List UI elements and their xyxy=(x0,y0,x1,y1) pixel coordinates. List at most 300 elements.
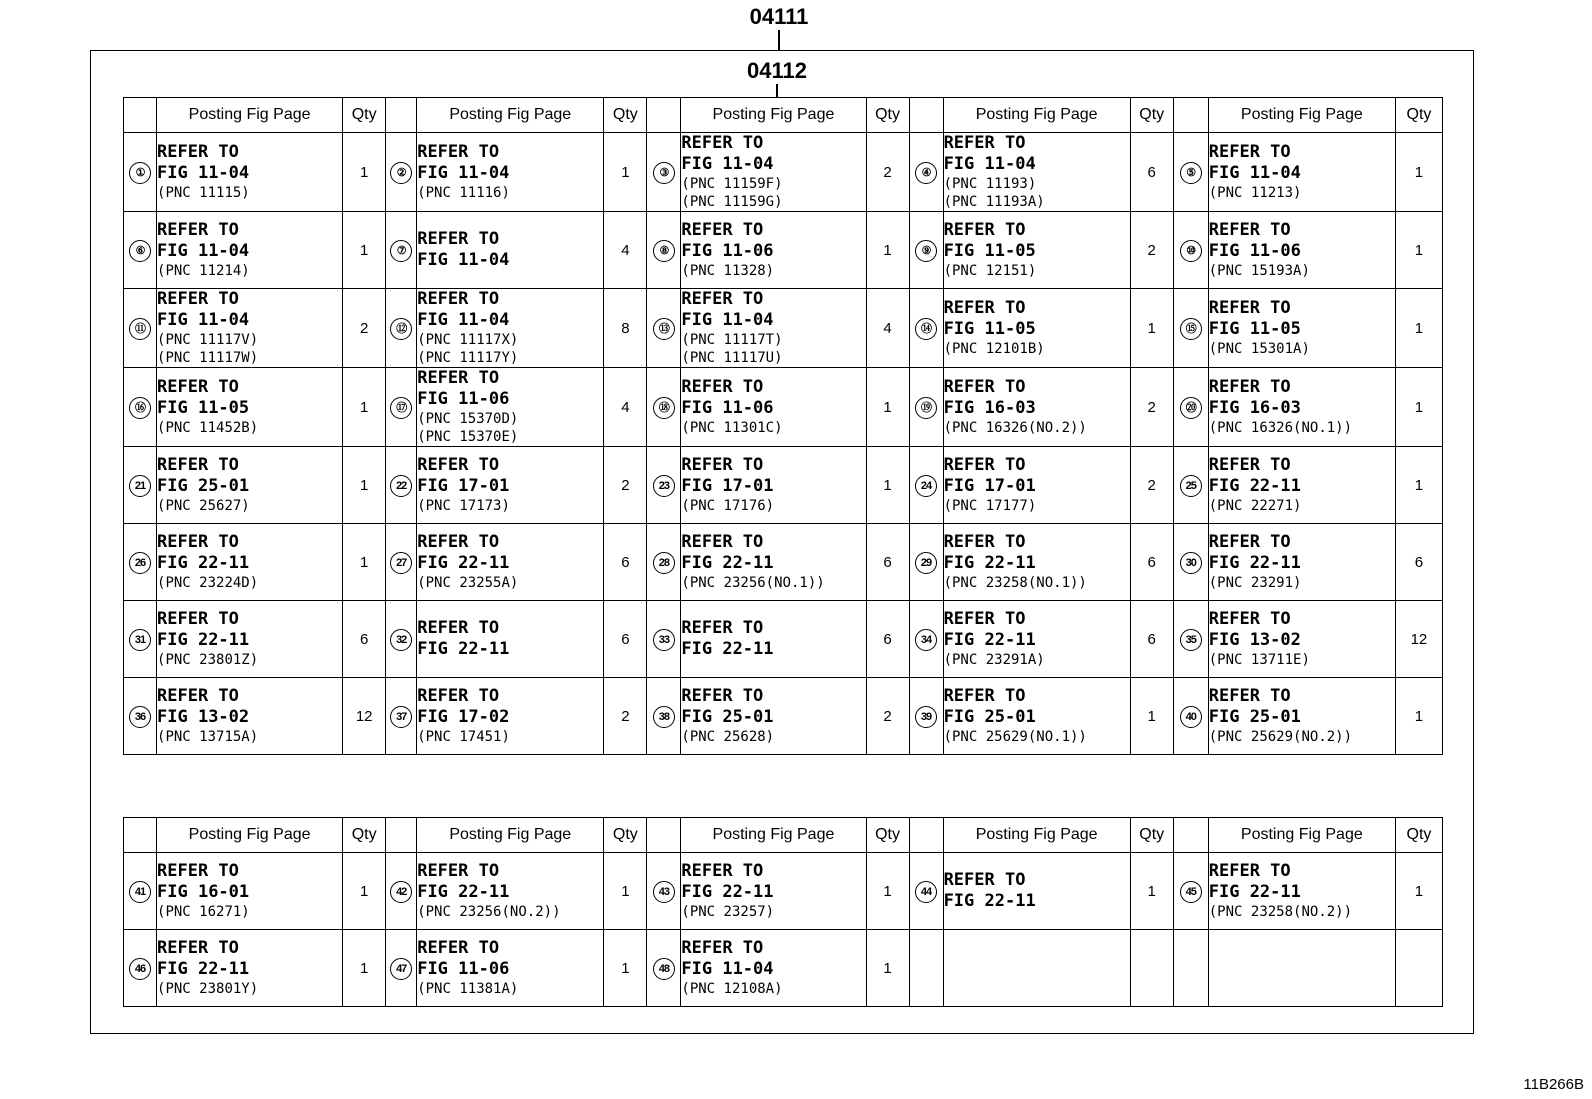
pnc-line: (PNC 11117V) xyxy=(157,332,259,348)
refer-to-line: REFER TO xyxy=(943,298,1026,318)
item-number-circle: 44 xyxy=(915,881,937,903)
item-number-circle: 31 xyxy=(129,629,151,651)
posting-reference-cell xyxy=(681,368,866,447)
header-posting-fig-page: Posting Fig Page xyxy=(681,98,866,133)
refer-to-line: FIG 25-01 xyxy=(1208,707,1301,727)
item-number-circle: ⑨ xyxy=(915,240,937,262)
refer-to-line: REFER TO xyxy=(157,289,239,309)
refer-to-line: FIG 11-04 xyxy=(681,310,774,330)
pnc-line: (PNC 11115) xyxy=(157,185,250,201)
quantity-cell: 1 xyxy=(1395,289,1442,368)
item-number-cell xyxy=(909,133,943,212)
item-number-cell xyxy=(124,524,157,601)
header-qty: Qty xyxy=(604,98,647,133)
posting-reference-cell xyxy=(417,133,604,212)
item-number-cell xyxy=(386,368,417,447)
item-number-cell xyxy=(647,853,681,930)
item-number-circle: 23 xyxy=(653,475,675,497)
item-number-circle: ⑥ xyxy=(129,240,151,262)
quantity-cell: 1 xyxy=(1395,212,1442,289)
item-number-cell xyxy=(909,678,943,755)
refer-to-line: REFER TO xyxy=(417,289,500,309)
header-blank xyxy=(909,818,943,853)
pnc-line: (PNC 11193A) xyxy=(943,194,1045,210)
header-qty: Qty xyxy=(1130,818,1173,853)
refer-to-line: FIG 25-01 xyxy=(943,707,1036,727)
refer-to-line: REFER TO xyxy=(157,377,239,397)
leader-line-top xyxy=(778,30,780,50)
quantity-cell: 1 xyxy=(343,212,386,289)
item-number-cell xyxy=(1173,289,1208,368)
refer-to-line: FIG 22-11 xyxy=(1208,882,1301,902)
item-number-cell xyxy=(1173,601,1208,678)
refer-to-line: FIG 11-05 xyxy=(943,241,1036,261)
item-number-cell xyxy=(386,524,417,601)
posting-reference-cell xyxy=(157,133,343,212)
posting-reference-cell xyxy=(157,447,343,524)
pnc-line: (PNC 11328) xyxy=(681,263,775,279)
quantity-cell: 1 xyxy=(866,853,909,930)
refer-to-line: FIG 22-11 xyxy=(943,553,1036,573)
quantity-cell: 1 xyxy=(343,853,386,930)
refer-to-line: FIG 11-05 xyxy=(943,319,1036,339)
header-posting-fig-page: Posting Fig Page xyxy=(943,98,1130,133)
header-row xyxy=(124,818,1443,853)
refer-to-line: FIG 22-11 xyxy=(681,553,774,573)
refer-to-line: FIG 11-04 xyxy=(1208,163,1301,183)
refer-to-line: FIG 11-06 xyxy=(417,959,510,979)
pnc-line: (PNC 15301A) xyxy=(1208,341,1310,357)
header-qty: Qty xyxy=(1395,98,1442,133)
refer-to-line: FIG 11-04 xyxy=(943,154,1036,174)
item-number-cell xyxy=(647,524,681,601)
header-posting-fig-page: Posting Fig Page xyxy=(157,98,343,133)
header-posting-fig-page: Posting Fig Page xyxy=(681,818,866,853)
refer-to-line: REFER TO xyxy=(417,142,500,162)
quantity-cell: 6 xyxy=(604,524,647,601)
table-row xyxy=(124,930,1443,1007)
posting-reference-cell xyxy=(1208,853,1395,930)
item-number-cell xyxy=(647,289,681,368)
item-number-cell xyxy=(1173,853,1208,930)
item-number-circle: ⑪ xyxy=(129,318,151,340)
pnc-line: (PNC 23801Y) xyxy=(157,981,259,997)
refer-to-line: FIG 11-06 xyxy=(681,241,774,261)
header-qty: Qty xyxy=(604,818,647,853)
item-number-cell xyxy=(647,133,681,212)
item-number-cell xyxy=(909,853,943,930)
posting-reference-cell xyxy=(157,601,343,678)
quantity-cell: 6 xyxy=(604,601,647,678)
refer-to-line: FIG 22-11 xyxy=(417,882,510,902)
item-number-circle: 40 xyxy=(1180,706,1202,728)
item-number-circle: ⑮ xyxy=(1180,318,1202,340)
pnc-line: (PNC 25629(NO.1)) xyxy=(943,729,1087,745)
item-number-circle: 32 xyxy=(390,629,412,651)
posting-reference-cell xyxy=(681,524,866,601)
quantity-cell: 4 xyxy=(866,289,909,368)
quantity-cell: 12 xyxy=(343,678,386,755)
quantity-cell: 2 xyxy=(1130,212,1173,289)
pnc-line: (PNC 11214) xyxy=(157,263,250,279)
quantity-cell: 1 xyxy=(866,447,909,524)
item-number-circle: 29 xyxy=(915,552,937,574)
pnc-line: (PNC 25627) xyxy=(157,498,250,514)
item-number-circle: ⑯ xyxy=(129,397,151,419)
item-number-circle: ⑧ xyxy=(653,240,675,262)
item-number-circle: ⑬ xyxy=(653,318,675,340)
pnc-line: (PNC 11193) xyxy=(943,176,1037,192)
refer-to-line: FIG 11-04 xyxy=(681,154,774,174)
posting-reference-cell xyxy=(1208,930,1395,1007)
item-number-cell xyxy=(386,678,417,755)
posting-reference-cell xyxy=(417,678,604,755)
posting-reference-cell xyxy=(1208,447,1395,524)
refer-to-line: FIG 11-04 xyxy=(157,241,250,261)
header-blank xyxy=(647,818,681,853)
item-number-cell xyxy=(386,930,417,1007)
item-number-cell xyxy=(1173,930,1208,1007)
pnc-line: (PNC 25628) xyxy=(681,729,775,745)
quantity-cell: 2 xyxy=(604,447,647,524)
header-qty: Qty xyxy=(1130,98,1173,133)
refer-to-line: REFER TO xyxy=(417,229,500,249)
table-row xyxy=(124,133,1443,212)
item-number-circle: 48 xyxy=(653,958,675,980)
item-number-cell xyxy=(647,930,681,1007)
posting-reference-cell xyxy=(1208,212,1395,289)
item-number-circle: 43 xyxy=(653,881,675,903)
quantity-cell: 1 xyxy=(1130,853,1173,930)
pnc-line: (PNC 23291A) xyxy=(943,652,1045,668)
refer-to-line: FIG 11-04 xyxy=(157,310,250,330)
refer-to-line: FIG 17-01 xyxy=(681,476,774,496)
pnc-line: (PNC 25629(NO.2)) xyxy=(1208,729,1353,745)
item-number-cell xyxy=(386,289,417,368)
item-number-cell xyxy=(909,930,943,1007)
posting-reference-cell xyxy=(157,678,343,755)
refer-to-line: FIG 22-11 xyxy=(157,553,250,573)
posting-reference-cell xyxy=(1208,133,1395,212)
refer-to-line: REFER TO xyxy=(157,220,239,240)
refer-to-line: FIG 11-04 xyxy=(417,310,510,330)
refer-to-line: FIG 16-01 xyxy=(157,882,250,902)
pnc-line: (PNC 23801Z) xyxy=(157,652,259,668)
item-number-circle: 34 xyxy=(915,629,937,651)
item-number-circle: 45 xyxy=(1180,881,1202,903)
item-number-cell xyxy=(124,678,157,755)
refer-to-line: FIG 25-01 xyxy=(681,707,774,727)
header-qty: Qty xyxy=(343,818,386,853)
refer-to-line: FIG 11-06 xyxy=(417,389,510,409)
posting-reference-cell xyxy=(681,853,866,930)
pnc-line: (PNC 12101B) xyxy=(943,341,1045,357)
posting-reference-cell xyxy=(1208,368,1395,447)
item-number-cell xyxy=(386,447,417,524)
item-number-circle: 26 xyxy=(129,552,151,574)
refer-to-line: FIG 22-11 xyxy=(417,553,510,573)
item-number-cell xyxy=(909,368,943,447)
header-blank xyxy=(1173,818,1208,853)
pnc-line: (PNC 11159G) xyxy=(681,194,783,210)
refer-to-line: FIG 11-04 xyxy=(417,163,510,183)
posting-reference-cell xyxy=(943,289,1130,368)
item-number-circle: 39 xyxy=(915,706,937,728)
item-number-circle: ⑰ xyxy=(390,397,412,419)
item-number-cell xyxy=(909,212,943,289)
item-number-circle: ③ xyxy=(653,162,675,184)
item-number-cell xyxy=(909,524,943,601)
posting-reference-cell xyxy=(157,524,343,601)
quantity-cell: 1 xyxy=(1130,289,1173,368)
refer-to-line: REFER TO xyxy=(681,377,764,397)
quantity-cell: 12 xyxy=(1395,601,1442,678)
refer-to-line: REFER TO xyxy=(157,609,239,629)
refer-to-line: FIG 22-11 xyxy=(417,639,510,659)
item-number-cell xyxy=(647,368,681,447)
table-row xyxy=(124,601,1443,678)
pnc-line: (PNC 11116) xyxy=(417,185,510,201)
refer-to-line: FIG 22-11 xyxy=(681,882,774,902)
item-number-cell xyxy=(386,212,417,289)
refer-to-line: REFER TO xyxy=(943,220,1026,240)
quantity-cell: 1 xyxy=(343,368,386,447)
item-number-cell xyxy=(124,447,157,524)
refer-to-line: FIG 11-04 xyxy=(417,250,510,270)
quantity-cell: 6 xyxy=(1130,524,1173,601)
refer-to-line: REFER TO xyxy=(943,870,1026,890)
item-number-cell xyxy=(124,368,157,447)
quantity-cell: 4 xyxy=(604,212,647,289)
header-blank xyxy=(386,818,417,853)
refer-to-line: REFER TO xyxy=(1208,861,1291,881)
item-number-cell xyxy=(1173,678,1208,755)
pnc-line: (PNC 11117T) xyxy=(681,332,783,348)
item-number-circle: ② xyxy=(390,162,412,184)
posting-reference-cell xyxy=(681,678,866,755)
table-row xyxy=(124,368,1443,447)
quantity-cell: 8 xyxy=(604,289,647,368)
item-number-circle: ⑫ xyxy=(390,318,412,340)
pnc-line: (PNC 12151) xyxy=(943,263,1037,279)
quantity-cell: 1 xyxy=(604,853,647,930)
refer-to-line: REFER TO xyxy=(157,686,239,706)
quantity-cell: 1 xyxy=(604,930,647,1007)
quantity-cell: 6 xyxy=(866,601,909,678)
refer-to-line: REFER TO xyxy=(417,938,500,958)
item-number-cell xyxy=(909,447,943,524)
refer-to-line: REFER TO xyxy=(1208,377,1291,397)
pnc-line: (PNC 16326(NO.2)) xyxy=(943,420,1087,436)
item-number-circle: 47 xyxy=(390,958,412,980)
refer-to-line: REFER TO xyxy=(943,609,1026,629)
pnc-line: (PNC 17451) xyxy=(417,729,510,745)
pnc-line: (PNC 16326(NO.1)) xyxy=(1208,420,1353,436)
quantity-cell: 6 xyxy=(866,524,909,601)
posting-reference-cell xyxy=(943,853,1130,930)
quantity-cell: 1 xyxy=(604,133,647,212)
refer-to-line: REFER TO xyxy=(157,142,239,162)
quantity-cell xyxy=(1395,930,1442,1007)
item-number-cell xyxy=(1173,368,1208,447)
item-number-circle: 36 xyxy=(129,706,151,728)
item-number-cell xyxy=(909,601,943,678)
quantity-cell xyxy=(1130,930,1173,1007)
quantity-cell: 1 xyxy=(1395,368,1442,447)
item-number-circle: ⑳ xyxy=(1180,397,1202,419)
refer-to-line: REFER TO xyxy=(681,532,764,552)
item-number-circle: 21 xyxy=(129,475,151,497)
refer-to-line: REFER TO xyxy=(1208,686,1291,706)
refer-to-line: REFER TO xyxy=(417,532,500,552)
pnc-line: (PNC 11117U) xyxy=(681,350,783,366)
assembly-label-inner: 04112 xyxy=(747,58,807,83)
posting-reference-cell xyxy=(417,368,604,447)
pnc-line: (PNC 23256(NO.1)) xyxy=(681,575,825,591)
refer-to-line: FIG 11-06 xyxy=(681,398,774,418)
item-number-cell xyxy=(647,678,681,755)
refer-to-line: REFER TO xyxy=(681,455,764,475)
quantity-cell: 1 xyxy=(1395,133,1442,212)
posting-reference-cell xyxy=(943,930,1130,1007)
posting-reference-cell xyxy=(1208,601,1395,678)
table-row xyxy=(124,524,1443,601)
quantity-cell: 1 xyxy=(1395,447,1442,524)
item-number-circle: ⑭ xyxy=(915,318,937,340)
refer-to-line: REFER TO xyxy=(157,938,239,958)
item-number-cell xyxy=(124,601,157,678)
refer-to-line: REFER TO xyxy=(1208,609,1291,629)
refer-to-line: FIG 17-01 xyxy=(417,476,510,496)
posting-reference-cell xyxy=(943,601,1130,678)
pnc-line: (PNC 13715A) xyxy=(157,729,259,745)
refer-to-line: FIG 17-02 xyxy=(417,707,510,727)
refer-to-line: FIG 13-02 xyxy=(157,707,250,727)
header-posting-fig-page: Posting Fig Page xyxy=(157,818,343,853)
posting-reference-cell xyxy=(417,930,604,1007)
assembly-label-top: 04111 xyxy=(749,4,809,29)
pnc-line: (PNC 11159F) xyxy=(681,176,783,192)
pnc-line: (PNC 15370E) xyxy=(417,429,519,445)
quantity-cell: 1 xyxy=(343,447,386,524)
pnc-line: (PNC 16271) xyxy=(157,904,250,920)
refer-to-line: REFER TO xyxy=(1208,220,1291,240)
item-number-cell xyxy=(124,853,157,930)
quantity-cell: 2 xyxy=(866,678,909,755)
pnc-line: (PNC 23291) xyxy=(1208,575,1302,591)
item-number-circle: 33 xyxy=(653,629,675,651)
header-qty: Qty xyxy=(1395,818,1442,853)
header-posting-fig-page: Posting Fig Page xyxy=(1208,98,1395,133)
item-number-circle: 41 xyxy=(129,881,151,903)
refer-to-line: FIG 13-02 xyxy=(1208,630,1301,650)
header-blank xyxy=(124,818,157,853)
posting-reference-cell xyxy=(157,289,343,368)
refer-to-line: FIG 22-11 xyxy=(681,639,774,659)
posting-reference-cell xyxy=(681,447,866,524)
pnc-line: (PNC 11117W) xyxy=(157,350,259,366)
item-number-circle: 38 xyxy=(653,706,675,728)
refer-to-line: REFER TO xyxy=(681,289,764,309)
quantity-cell: 6 xyxy=(1130,601,1173,678)
item-number-circle: ⑱ xyxy=(653,397,675,419)
item-number-circle: 24 xyxy=(915,475,937,497)
posting-reference-cell xyxy=(157,212,343,289)
refer-to-line: REFER TO xyxy=(417,618,500,638)
refer-to-line: FIG 11-06 xyxy=(1208,241,1301,261)
pnc-line: (PNC 11452B) xyxy=(157,420,259,436)
posting-reference-cell xyxy=(943,524,1130,601)
item-number-cell xyxy=(124,133,157,212)
pnc-line: (PNC 11117X) xyxy=(417,332,519,348)
refer-to-line: FIG 22-11 xyxy=(1208,476,1301,496)
pnc-line: (PNC 23255A) xyxy=(417,575,519,591)
refer-to-line: FIG 11-05 xyxy=(1208,319,1301,339)
header-qty: Qty xyxy=(343,98,386,133)
header-qty: Qty xyxy=(866,818,909,853)
item-number-cell xyxy=(1173,133,1208,212)
table-row xyxy=(124,447,1443,524)
posting-reference-cell xyxy=(681,289,866,368)
posting-reference-cell xyxy=(1208,678,1395,755)
posting-reference-cell xyxy=(943,212,1130,289)
item-number-cell xyxy=(647,601,681,678)
pnc-line: (PNC 11117Y) xyxy=(417,350,519,366)
refer-to-line: REFER TO xyxy=(681,220,764,240)
pnc-line: (PNC 15193A) xyxy=(1208,263,1310,279)
refer-to-line: REFER TO xyxy=(1208,142,1291,162)
header-posting-fig-page: Posting Fig Page xyxy=(1208,818,1395,853)
refer-to-line: REFER TO xyxy=(681,133,764,153)
item-number-circle: 25 xyxy=(1180,475,1202,497)
refer-to-line: FIG 11-04 xyxy=(681,959,774,979)
item-number-cell xyxy=(647,212,681,289)
reference-table-secondary xyxy=(123,817,1443,1007)
posting-reference-cell xyxy=(681,133,866,212)
item-number-cell xyxy=(386,853,417,930)
header-blank xyxy=(909,98,943,133)
posting-reference-cell xyxy=(681,212,866,289)
posting-reference-cell xyxy=(417,447,604,524)
item-number-cell xyxy=(386,133,417,212)
pnc-line: (PNC 17176) xyxy=(681,498,775,514)
header-blank xyxy=(1173,98,1208,133)
item-number-circle: ⑩ xyxy=(1180,240,1202,262)
posting-reference-cell xyxy=(943,447,1130,524)
reference-table-main xyxy=(123,97,1443,755)
posting-reference-cell xyxy=(417,524,604,601)
quantity-cell: 1 xyxy=(343,133,386,212)
item-number-circle: 46 xyxy=(129,958,151,980)
quantity-cell: 6 xyxy=(1130,133,1173,212)
item-number-circle: ① xyxy=(129,162,151,184)
refer-to-line: FIG 22-11 xyxy=(157,630,250,650)
refer-to-line: FIG 17-01 xyxy=(943,476,1036,496)
refer-to-line: FIG 16-03 xyxy=(943,398,1036,418)
pnc-line: (PNC 23256(NO.2)) xyxy=(417,904,561,920)
pnc-line: (PNC 23258(NO.1)) xyxy=(943,575,1087,591)
quantity-cell: 1 xyxy=(866,930,909,1007)
refer-to-line: FIG 22-11 xyxy=(1208,553,1301,573)
item-number-circle: 42 xyxy=(390,881,412,903)
header-blank xyxy=(647,98,681,133)
refer-to-line: REFER TO xyxy=(681,861,764,881)
refer-to-line: REFER TO xyxy=(1208,298,1291,318)
posting-reference-cell xyxy=(417,601,604,678)
pnc-line: (PNC 13711E) xyxy=(1208,652,1310,668)
refer-to-line: FIG 11-05 xyxy=(157,398,250,418)
item-number-cell xyxy=(1173,524,1208,601)
